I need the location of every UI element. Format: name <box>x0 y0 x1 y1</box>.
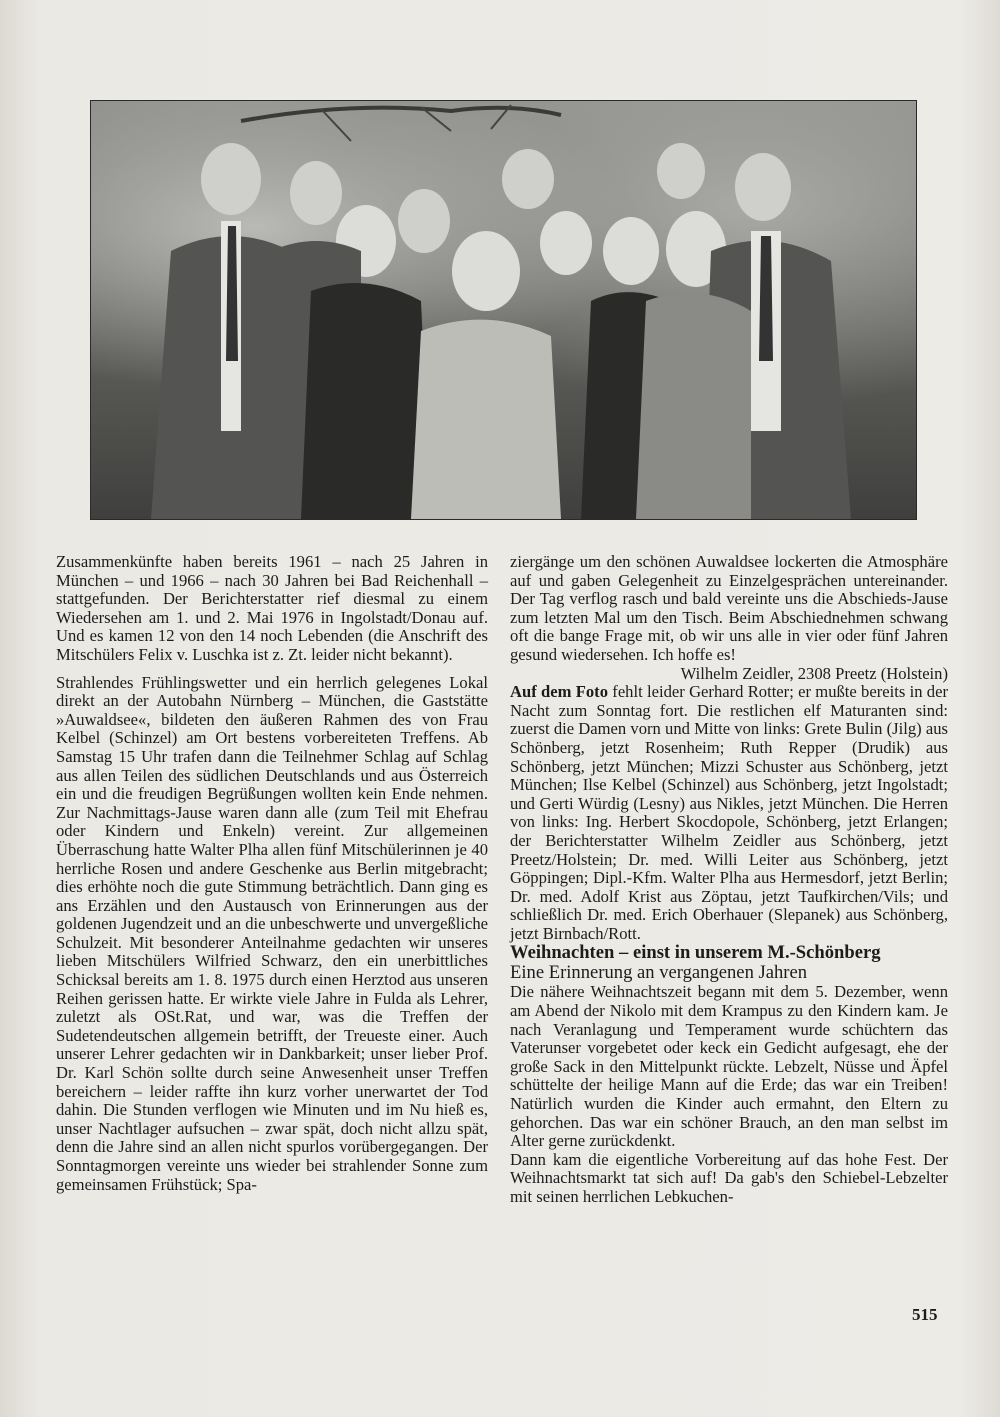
right-column <box>510 553 948 1207</box>
photo-caption-text: fehlt leider Gerhard Rotter; er mußte bereits in der Nacht zum Sonntag fort. Die restlichen elf Maturanten sind: zuerst die Damen vorn und Mitte von links: Grete Bulin (Jilg) aus Schönberg, jetzt Rosenheim; Ruth Repper (Drudik) aus Schönberg, jetzt München; Mizzi Schuster aus Schönberg, jetzt München; Ilse Kelbel (Schinzel) aus Schönberg, jetzt Ingolstadt; und Gerti Würdig (Lesny) aus Nikles, jetzt München. Die Herren von links: Ing. Herbert Skocdopole, Schönberg, jetzt Erlangen; der Berichterstatter Wilhelm Zeidler aus Schönberg, jetzt Preetz/Holstein; Dr. med. Willi Leiter aus Schönberg, jetzt Göppingen; Dipl.-Kfm. Walter Plha aus Hermesdorf, jetzt Berlin; Dr. med. Adolf Krist aus Zöptau, jetzt Taufkirchen/Vils; und schließlich Dr. med. Erich Oberhauer (Slepanek) aus Schönberg, jetzt Birnbach/Rott. <box>510 682 948 943</box>
page-number: 515 <box>912 1305 938 1324</box>
article-paragraph: Dann kam die eigentliche Vorbereitung auf das hohe Fest. Der Weihnachtsmarkt tat sich auf! Da gab's den Schiebel-Lebzelter mit seinen herrlichen Lebkuchen- <box>510 1149 948 1206</box>
article-paragraph: Strahlendes Frühlingswetter und ein herrlich gelegenes Lokal direkt an der Autobahn Nürnberg – München, die Gaststätte »Auwaldsee«, bildeten den äußeren Rahmen des von Frau Kelbel (Schinzel) am Ort bestens vorbereiteten Treffens. Ab Samstag 15 Uhr trafen dann die Teilnehmer Schlag auf Schlag aus allen Teilen des südlichen Deutschlands und aus Österreich ein und die freudigen Begrüßungen wollten kein Ende nehmen. Zur Nachmittags-Jause waren dann alle (zum Teil mit Ehefrau oder Kindern und Enkeln) vereint. Zur allgemeinen Überraschung hatte Walter Plha allen fünf Mitschülerinnen je 40 herrliche Rosen und andere Geschenke aus Berlin mitgebracht; dies erhöhte noch die gute Stimmung beträchtlich. Dann ging es ans Erzählen und den Austausch von Erinnerungen aus der goldenen Jugendzeit und an die unbeschwerte und unvergeßliche Schulzeit. Mit besonderer Anteilnahme gedachten wir unseres lieben Mitschülers Wilfried Schwarz, den ein unerbittliches Schicksal bereits am 1. 8. 1975 durch einen Herztod aus unseren Reihen gerissen hatte. Er wirkte viele Jahre in Fulda als Lehrer, zuletzt als OSt.Rat, und war, was die Treffen der Sudetendeutschen allgemein betrifft, der Treueste einer. Auch unserer Lehrer gedachten wir in Dankbarkeit; unser lieber Prof. Dr. Karl Schön sollte durch seine Anwesenheit unser Treffen bereichern – leider raffte ihn kurz vorher unerwartet der Tod dahin. Die Stunden verflogen wie Minuten und im Nu hieß es, unser Nachtlager aufsuchen – zwar spät, doch nicht allzu spät, denn die Jahre sind an allen nicht spurlos vorübergegangen. Der Sonntagmorgen vereinte uns wieder bei strahlender Sonne zum gemeinsamen Frühstück; Spa- <box>56 672 488 1194</box>
group-photo-illustration <box>91 101 916 519</box>
left-column <box>56 553 488 1194</box>
section-subheading: Eine Erinnerung an vergangenen Jahren <box>510 962 808 984</box>
article-paragraph: Die nähere Weihnachtszeit begann mit dem 5. Dezember, wenn am Abend der Nikolo mit dem Krampus zu den Kindern kam. Je nach Veranlagung und Temperament wurde schüchtern das Vaterunser vorgebetet oder keck ein Gedicht aufgesagt, ehe der große Sack in den Mittelpunkt rückte. Lebzelt, Nüsse und Äpfel schüttelte der heilige Mann auf die Erde; das war ein Treiben! Natürlich wurden die Kinder auch ermahnt, den Eltern zu gehorchen. Das war ein schöner Brauch, an den man selbst im Alter gerne zurückdenkt. <box>510 982 948 1151</box>
photo-caption <box>510 683 948 943</box>
group-photo <box>90 100 917 520</box>
article-paragraph: Zusammenkünfte haben bereits 1961 – nach 25 Jahren in München – und 1966 – nach 30 Jahren bei Bad Reichenhall – stattgefunden. Der Berichterstatter rief diesmal zu einem Wiedersehen am 1. und 2. Mai 1976 in Ingolstadt/Donau auf. Und es kamen 12 von den 14 noch Lebenden (die Anschrift des Mitschülers Felix v. Luschka ist z. Zt. leider nicht bekannt). <box>56 552 488 664</box>
author-signature: Wilhelm Zeidler, 2308 Preetz (Holstein) <box>680 663 948 683</box>
section-heading: Weihnachten – einst in unserem M.-Schönberg <box>510 942 881 964</box>
photo-caption-label: Auf dem Foto <box>510 682 608 702</box>
article-paragraph: ziergänge um den schönen Auwaldsee lockerten die Atmosphäre auf und gaben Gelegenheit zu Einzelgesprächen untereinander. Der Tag verflog rasch und bald vereinte uns die Abschieds-Jause zum letzten Mal um den Tisch. Beim Abschiednehmen schwang oft die bange Frage mit, ob wir uns alle in vier oder fünf Jahren gesund wiedersehen. Ich hoffe es! <box>510 552 948 664</box>
